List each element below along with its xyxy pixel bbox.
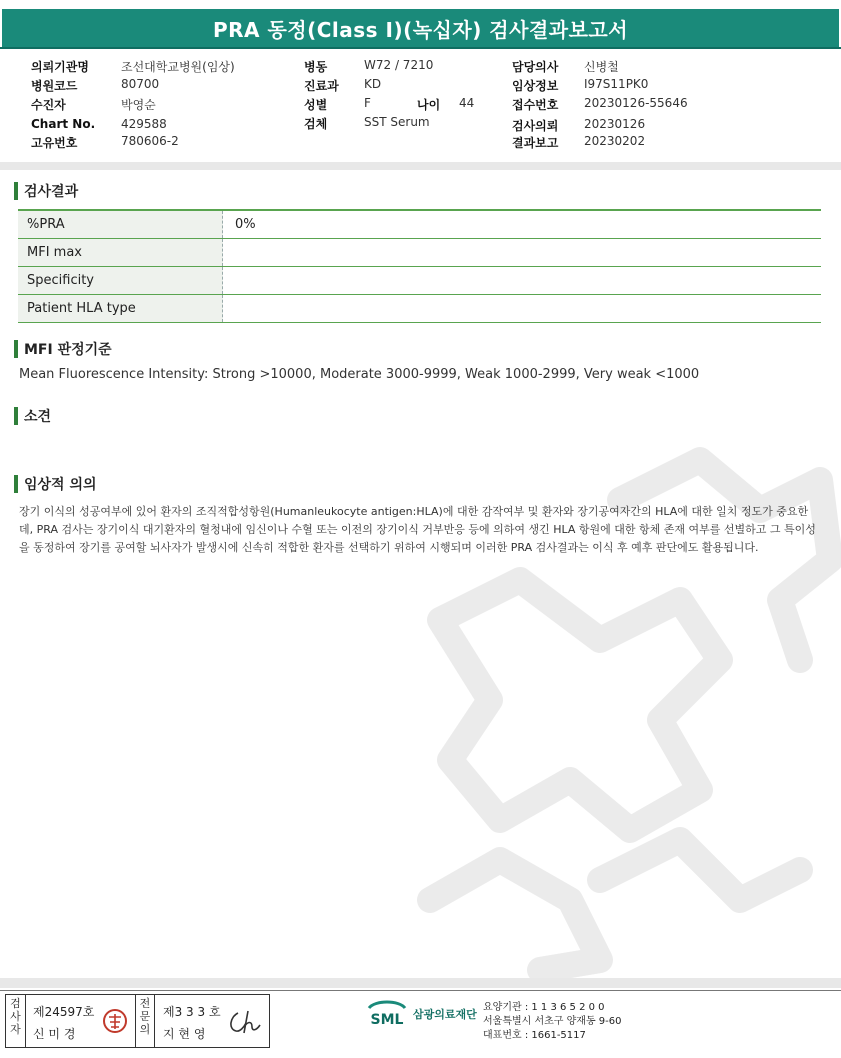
results-table xyxy=(18,209,821,323)
row-label: Specificity xyxy=(18,267,223,294)
row-label: MFI max xyxy=(18,239,223,266)
value-receipt-no: 20230126-55646 xyxy=(584,96,688,110)
value-patient: 박영순 xyxy=(121,98,156,112)
value-chart-no: 429588 xyxy=(121,117,167,131)
sml-logo xyxy=(365,1000,477,1028)
section-marker xyxy=(14,340,18,358)
examiner-name: 신 미 경 xyxy=(33,1027,76,1041)
section-mfi-heading xyxy=(14,339,112,359)
footer-separator xyxy=(0,978,841,988)
section-results-heading xyxy=(14,181,78,201)
section-title: MFI 판정기준 xyxy=(24,342,112,358)
title-underline xyxy=(0,47,841,49)
value-institution: 조선대학교병원(임상) xyxy=(121,60,235,74)
reviewer-label xyxy=(135,995,155,1047)
value-report-date: 20230202 xyxy=(584,134,646,148)
row-value xyxy=(223,267,821,294)
reviewer-label-text: 전문의 xyxy=(139,997,151,1036)
section-title: 검사결과 xyxy=(24,184,79,200)
value-age: 44 xyxy=(459,96,475,110)
label-patient: 수진자 xyxy=(31,98,66,112)
row-label: Patient HLA type xyxy=(18,295,223,322)
value-specimen: SST Serum xyxy=(364,115,430,129)
label-specimen: 검체 xyxy=(304,117,328,131)
row-value xyxy=(223,295,821,322)
reviewer-signature-icon xyxy=(226,1007,264,1037)
table-row xyxy=(18,211,821,239)
mfi-criteria-text: Mean Fluorescence Intensity: Strong >10000, Moderate 3000-9999, Weak 1000-2999, Very weak <1000 xyxy=(19,367,700,382)
report-title: PRA 동정(Class I)(녹십자) 검사결과보고서 xyxy=(2,9,839,47)
value-request-date: 20230126 xyxy=(584,117,646,131)
value-clinical-info: I97S11PK0 xyxy=(584,77,649,91)
label-sex: 성별 xyxy=(304,98,328,112)
footer-rule xyxy=(0,990,841,991)
label-ward: 병동 xyxy=(304,60,328,74)
table-row xyxy=(18,295,821,323)
reviewer-name: 지 현 영 xyxy=(163,1027,206,1041)
section-marker xyxy=(14,182,18,200)
value-ward: W72 / 7210 xyxy=(364,58,434,72)
row-value xyxy=(223,239,821,266)
label-age: 나이 xyxy=(417,98,441,112)
section-clinical-heading xyxy=(14,474,97,494)
label-unique-no: 고유번호 xyxy=(31,136,78,150)
label-request-date: 검사의뢰 xyxy=(512,119,559,133)
org-code: 요양기관 : 1 1 3 6 5 2 0 0 xyxy=(483,1002,605,1013)
clinical-significance-text: 장기 이식의 성공여부에 있어 환자의 조직적합성항원(Humanleukocyte antigen:HLA)에 대한 감작여부 및 환자와 장기공여자간의 HLA에 대한 일치 정도가 중요한데, PRA 검사는 장기이식 대기환자의 혈청내에 임신이나 수혈 또는 이전의 장기이식 거부반응 등에 의하여 생긴 HLA 항원에 대한 항체 존재 여부를 선별하고 그 특이성을 동정하여 장기를 공여할 뇌사자가 발생시에 신속히 적합한 환자를 선택하기 위하여 시행되며 이러한 PRA 검사결과는 이식 후 예후 판단에도 활용됩니다. xyxy=(19,505,816,554)
label-clinical-info: 임상정보 xyxy=(512,79,559,93)
org-phone: 대표번호 : 1661-5117 xyxy=(483,1030,586,1041)
examiner-seal-icon xyxy=(102,1008,128,1034)
label-department: 진료과 xyxy=(304,79,339,93)
value-sex: F xyxy=(364,96,371,110)
logo-text: SML xyxy=(370,1012,404,1028)
header-separator xyxy=(0,162,841,170)
table-row xyxy=(18,239,821,267)
section-title: 소견 xyxy=(24,409,52,425)
value-doctor: 신병철 xyxy=(584,60,619,74)
org-address: 서울특별시 서초구 양재동 9-60 xyxy=(483,1016,622,1027)
signature-box xyxy=(5,994,270,1048)
section-marker xyxy=(14,475,18,493)
section-marker xyxy=(14,407,18,425)
value-department: KD xyxy=(364,77,382,91)
label-institution: 의뢰기관명 xyxy=(31,60,89,74)
reviewer-license-no: 제3 3 3 호 xyxy=(163,1005,221,1019)
value-hospital-code: 80700 xyxy=(121,77,160,91)
label-doctor: 담당의사 xyxy=(512,60,559,74)
label-chart-no: Chart No. xyxy=(31,117,96,131)
patient-info xyxy=(0,55,841,155)
section-opinion-heading xyxy=(14,406,51,426)
row-label: %PRA xyxy=(18,211,223,238)
organization-info xyxy=(483,1001,622,1043)
section-title: 임상적 의의 xyxy=(24,477,97,493)
value-unique-no: 780606-2 xyxy=(121,134,179,148)
label-report-date: 결과보고 xyxy=(512,136,559,150)
row-value: 0% xyxy=(235,217,256,232)
label-hospital-code: 병원코드 xyxy=(31,79,78,93)
foundation-name: 삼광의료재단 xyxy=(413,1008,477,1021)
examiner-license-no: 제24597호 xyxy=(33,1005,95,1019)
label-receipt-no: 접수번호 xyxy=(512,98,559,112)
table-row xyxy=(18,267,821,295)
sml-logo-icon xyxy=(365,1000,409,1028)
examiner-label-text: 검사자 xyxy=(10,997,21,1036)
examiner-label xyxy=(6,995,26,1047)
